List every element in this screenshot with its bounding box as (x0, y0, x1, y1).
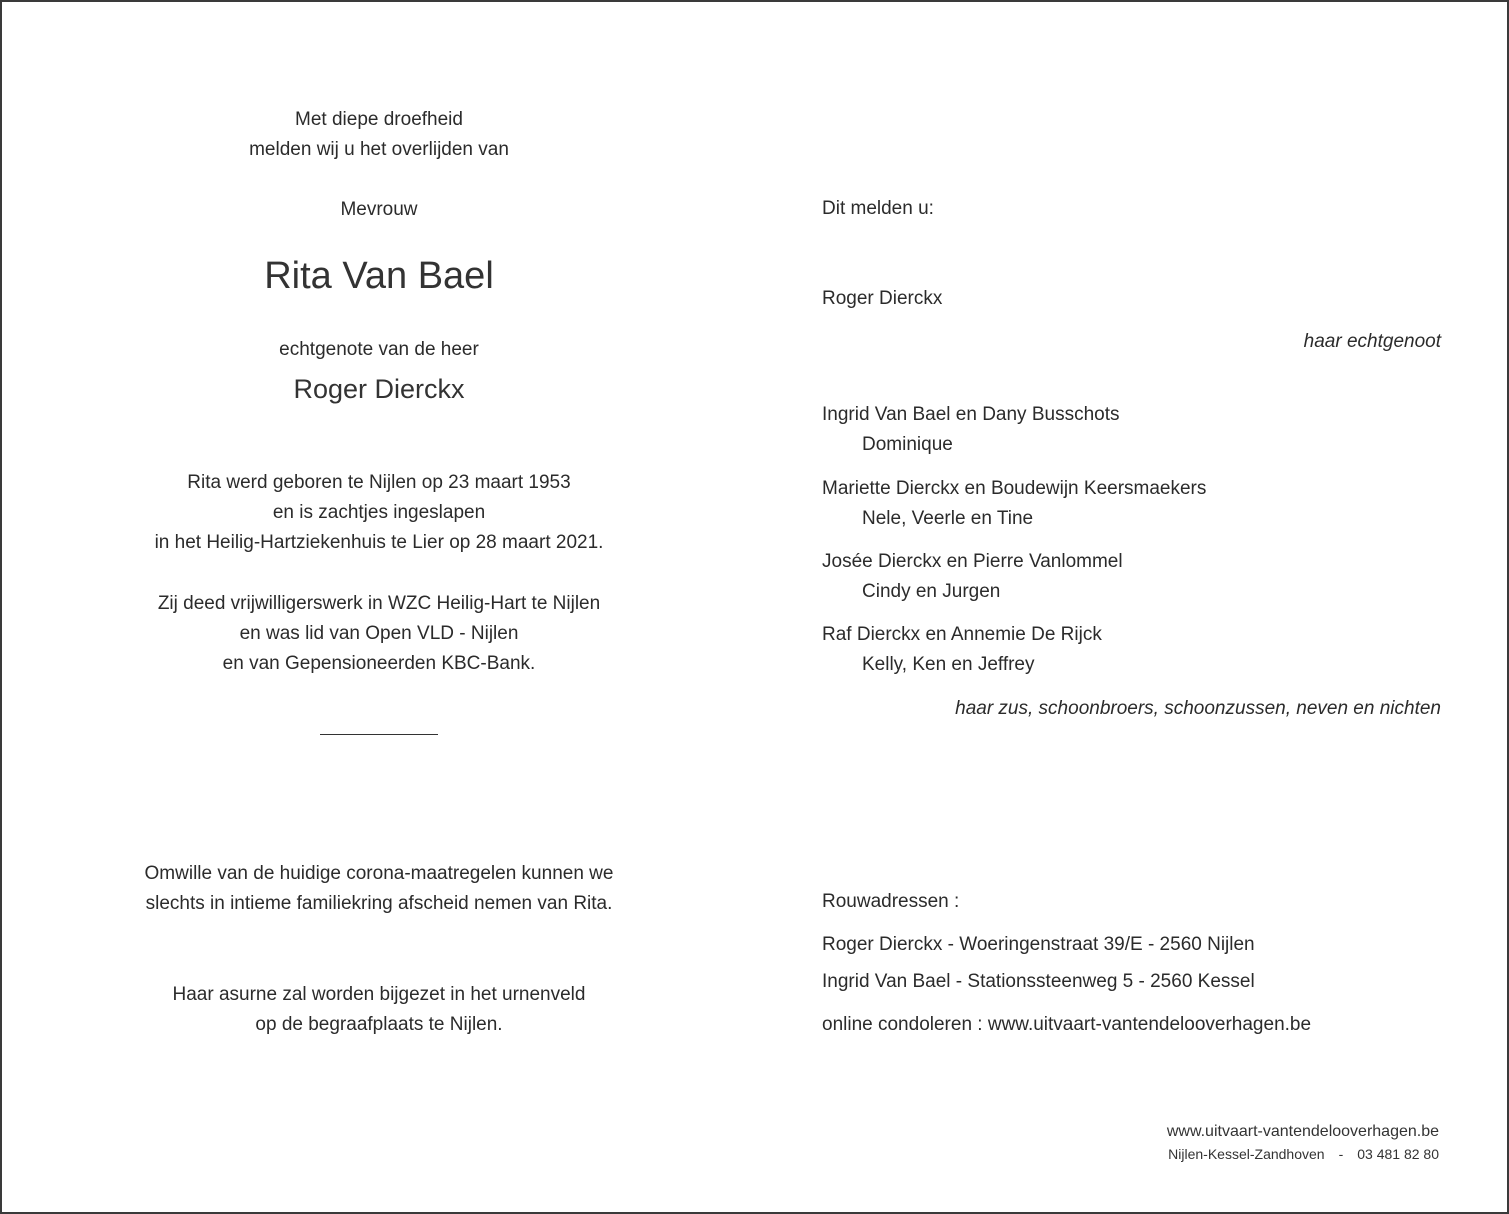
family-role: haar zus, schoonbroers, schoonzussen, neven en nichten (955, 698, 1441, 719)
family-couple: Mariette Dierckx en Boudewijn Keersmaekers (822, 478, 1207, 499)
corona-line-1: Omwille van de huidige corona-maatregelen kunnen we (144, 863, 614, 884)
footer-website: www.uitvaart-vantendelooverhagen.be (1166, 1123, 1439, 1140)
footer-contact (1168, 1145, 1439, 1163)
family-children: Nele, Veerle en Tine (862, 508, 1034, 529)
family-spouse: Roger Dierckx (822, 288, 943, 309)
bio-line-2: en is zachtjes ingeslapen (272, 502, 486, 523)
family-couple: Ingrid Van Bael en Dany Busschots (822, 404, 1120, 425)
intro-line-1: Met diepe droefheid (295, 109, 463, 130)
address-line: Roger Dierckx - Woeringenstraat 39/E - 2560 Nijlen (822, 934, 1255, 955)
urn-line-1: Haar asurne zal worden bijgezet in het urnenveld (172, 984, 586, 1005)
urn-line-2: op de begraafplaats te Nijlen. (255, 1014, 503, 1035)
bio-line-1: Rita werd geboren te Nijlen op 23 maart 1953 (187, 472, 571, 493)
bio-line-3: in het Heilig-Hartziekenhuis te Lier op 28 maart 2021. (154, 532, 604, 553)
online-condolences: online condoleren : www.uitvaart-vantendelooverhagen.be (822, 1014, 1312, 1035)
divider-line (320, 734, 438, 735)
relation-text: echtgenote van de heer (279, 339, 479, 360)
family-couple: Josée Dierckx en Pierre Vanlommel (822, 551, 1123, 572)
volunteer-line-3: en van Gepensioneerden KBC-Bank. (222, 653, 536, 674)
family-children: Dominique (862, 434, 953, 455)
addresses-heading: Rouwadressen : (822, 891, 960, 912)
spouse-name: Roger Dierckx (293, 374, 465, 404)
volunteer-line-1: Zij deed vrijwilligerswerk in WZC Heilig-Hart te Nijlen (157, 593, 601, 614)
footer-separator: - (1338, 1146, 1344, 1162)
deceased-name: Rita Van Bael (264, 255, 494, 297)
address-line: Ingrid Van Bael - Stationssteenweg 5 - 2560 Kessel (822, 971, 1255, 992)
announce-heading: Dit melden u: (822, 198, 934, 219)
footer-location: Nijlen-Kessel-Zandhoven (1168, 1146, 1325, 1162)
spouse-role: haar echtgenoot (1303, 331, 1441, 352)
family-couple: Raf Dierckx en Annemie De Rijck (822, 624, 1102, 645)
intro-line-2: melden wij u het overlijden van (249, 139, 509, 160)
family-children: Cindy en Jurgen (862, 581, 1001, 602)
salutation: Mevrouw (340, 199, 418, 220)
footer-phone: 03 481 82 80 (1357, 1146, 1439, 1162)
volunteer-line-2: en was lid van Open VLD - Nijlen (239, 623, 519, 644)
corona-line-2: slechts in intieme familiekring afscheid nemen van Rita. (145, 893, 613, 914)
family-children: Kelly, Ken en Jeffrey (862, 654, 1035, 675)
